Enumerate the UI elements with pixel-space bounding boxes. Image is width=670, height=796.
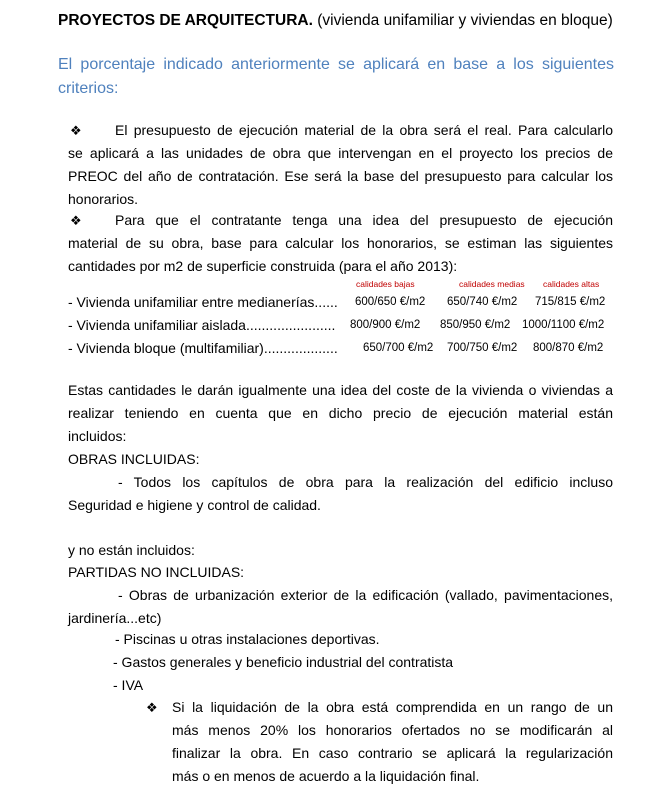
quality-header-high: calidades altas [543, 279, 600, 289]
price-mid: 650/740 €/m2 [447, 296, 518, 308]
price-row-label: - Vivienda bloque (multifamiliar)................... [68, 340, 338, 356]
bullet1-line-4: honorarios. [68, 191, 139, 207]
bullet3-line-3: finalizar la obra. En caso contrario se aplicará la regularización [172, 745, 613, 761]
quality-header-mid: calidades medias [459, 279, 525, 289]
price-high: 715/815 €/m2 [535, 296, 606, 308]
not-included-item-4: - IVA [113, 677, 144, 693]
not-included-heading: PARTIDAS NO INCLUIDAS: [68, 564, 245, 580]
price-high: 800/870 €/m2 [533, 342, 604, 354]
not-included-item-1: - Obras de urbanización exterior de la edificación (vallado, pavimentaciones, [118, 587, 613, 603]
diamond-bullet-icon: ❖ [70, 213, 82, 228]
not-included-item-2: - Piscinas u otras instalaciones deportivas. [115, 631, 380, 647]
estimate-line-2: realizar teniendo en cuenta que en dicho precio de ejecución material están [68, 405, 613, 421]
price-mid: 850/950 €/m2 [440, 319, 511, 331]
intro-line-2: criterios: [58, 80, 119, 97]
diamond-bullet-icon: ❖ [146, 700, 158, 715]
intro-line-1: El porcentaje indicado anteriormente se aplicará en base a los siguientes [58, 56, 614, 73]
obras-incluidas-line-1: - Todos los capítulos de obra para la realización del edificio incluso [118, 474, 613, 490]
bullet1-line-3: PREOC del año de contratación. Ese será la base del presupuesto para calcular los [68, 168, 613, 184]
bullet1-line-2: se aplicará a las unidades de obra que intervengan en el proyecto los precios de [68, 145, 613, 161]
title-bold: PROYECTOS DE ARQUITECTURA. [58, 12, 313, 29]
quality-header-low: calidades bajas [356, 279, 415, 289]
estimate-line-3: incluidos: [68, 428, 127, 444]
document-title [58, 12, 613, 30]
estimate-line-1: Estas cantidades le darán igualmente una idea del coste de la vivienda o viviendas a [68, 382, 613, 398]
price-low: 650/700 €/m2 [363, 342, 434, 354]
price-mid: 700/750 €/m2 [447, 342, 518, 354]
price-row-label: - Vivienda unifamiliar aislada....................... [68, 317, 336, 333]
bullet2-line-2: material de su obra, base para calcular los honorarios, se estiman las siguientes [68, 235, 613, 251]
title-rest: (vivienda unifamiliar y viviendas en bloque) [312, 12, 613, 29]
diamond-bullet-icon: ❖ [70, 123, 82, 138]
bullet3-line-2: más menos 20% los honorarios ofertados no se modificarán al [172, 722, 613, 738]
obras-incluidas-heading: OBRAS INCLUIDAS: [68, 451, 200, 467]
bullet2-line-3: cantidades por m2 de superficie construida (para el año 2013): [68, 258, 458, 274]
bullet3-line-1: Si la liquidación de la obra está comprendida en un rango de un [172, 699, 613, 715]
not-included-item-1-cont: jardinería...etc) [68, 610, 162, 626]
price-row-label: - Vivienda unifamiliar entre medianerías...... [68, 294, 338, 310]
price-low: 800/900 €/m2 [350, 319, 421, 331]
bullet1-line-1: El presupuesto de ejecución material de la obra será el real. Para calcularlo [115, 122, 613, 138]
price-high: 1000/1100 €/m2 [522, 319, 605, 331]
obras-incluidas-line-2: Seguridad e higiene y control de calidad. [68, 497, 321, 513]
not-included-item-3: - Gastos generales y beneficio industrial del contratista [113, 654, 454, 670]
bullet3-line-4: más o en menos de acuerdo a la liquidación final. [172, 768, 480, 784]
price-low: 600/650 €/m2 [355, 296, 426, 308]
bullet2-line-1: Para que el contratante tenga una idea del presupuesto de ejecución [115, 212, 613, 228]
not-included-intro: y no están incluidos: [68, 542, 195, 558]
